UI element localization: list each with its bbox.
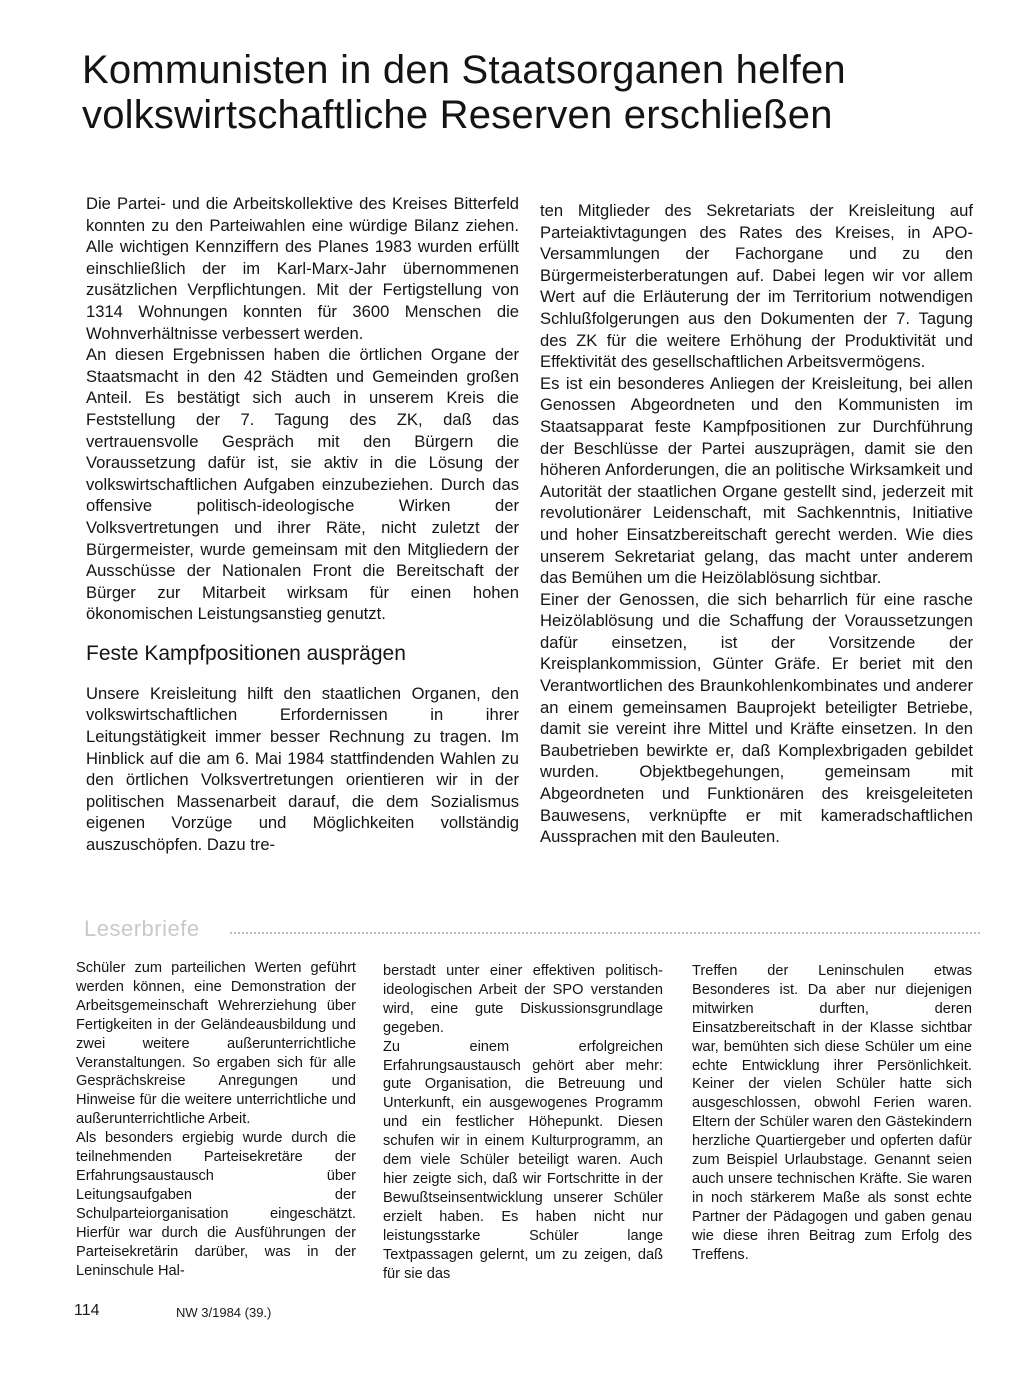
- paragraph: Als besonders ergiebig wurde durch die teilnehmenden Parteisekretäre der Erfahrungsaustausch über Leitungsaufgaben der Schulparteiorganisation eingeschätzt. Hierfür war durch die Ausführungen der Parteisekretärin darüber, was in der Leninschule Hal-: [76, 1130, 356, 1279]
- page-number: 114: [74, 1302, 100, 1319]
- section-subheading: Feste Kampfpositionen ausprägen: [86, 641, 406, 665]
- rubric-divider: [230, 932, 980, 934]
- letters-column-2: [383, 962, 663, 1283]
- paragraph: Die Partei- und die Arbeitskollektive des Kreises Bitterfeld konnten zu den Parteiwahlen eine würdige Bilanz ziehen. Alle wichtigen Kennziffern des Planes 1983 wurden erfüllt einschließlich der im Karl-Marx-Jahr übernommenen zusätzlichen Verpflichtungen. Mit der Fertigstellung von 1314 Wohnungen konnten für 3600 Menschen die Wohnverhältnisse verbessert werden.: [86, 194, 519, 343]
- rubric-label: Leserbriefe: [84, 916, 200, 941]
- title-line-2: volkswirtschaftliche Reserven erschließen: [82, 93, 833, 137]
- paragraph: Treffen der Leninschulen etwas Besonderes ist. Da aber nur diejenigen mitwirken durften, deren Einsatzbereitschaft in der Klasse sichtbar war, bemühten sich diese Schüler um eine echte Entwicklung ihrer Persönlichkeit. Keiner der vielen Schüler hatte sich ausgeschlossen, obwohl Ferien waren. Eltern der Schüler waren den Gästekindern herzliche Quartiergeber und opferten dafür zum Beispiel Urlaubstage. Genannt seien auch unsere technischen Kräfte. Sie waren in noch stärkerem Maße als sonst echte Partner der Pädagogen und gaben genau wie diese ihren Beitrag zum Erfolg des Treffens.: [692, 963, 972, 1263]
- article-column-1: [86, 193, 519, 856]
- paragraph: Schüler zum parteilichen Werten geführt werden können, eine Demonstration der Arbeitsgemeinschaft Wehrerziehung über Fertigkeiten in der Geländeausbildung und zwei weitere außerunterrichtliche Veranstaltungen. So ergaben sich für alle Gesprächskreise Anregungen und Hinweise für die weitere unterrichtliche und außerunterrichtliche Arbeit.: [76, 960, 356, 1128]
- paragraph: Unsere Kreisleitung hilft den staatlichen Organen, den volkswirtschaftlichen Erfordernissen in ihrer Leitungstätigkeit immer besser Rechnung zu tragen. Im Hinblick auf die am 6. Mai 1984 stattfindenden Wahlen zu den örtlichen Volksvertretungen orientieren wir in der politischen Massenarbeit darauf, die dem Sozialismus eigenen Vorzüge und Möglichkeiten vollständig auszuschöpfen. Dazu tre-: [86, 683, 519, 855]
- paragraph: Zu einem erfolgreichen Erfahrungsaustausch gehört aber mehr: gute Organisation, die Betreuung und Unterkunft, ein ausgewogenes Programm und ein festlicher Höhepunkt. Diesen schufen wir in einem Kulturprogramm, an dem viele Schüler beteiligt waren. Auch hier zeigte sich, daß wir Fortschritte in der Bewußtseinsentwicklung unserer Schüler erzielt haben. Es haben nicht nur leistungsstarke Schüler lange Textpassagen gelernt, um zu zeigen, daß für sie das: [383, 1038, 663, 1282]
- paragraph: Einer der Genossen, die sich beharrlich für eine rasche Heizölablösung und die Schaffung der Voraussetzungen dafür einsetzen, ist der Vorsitzende der Kreisplankommission, Günter Gräfe. Er beriet mit den Verantwortlichen des Braunkohlenkombinates und anderer an einem gemeinsamen Bauprojekt beteiligter Betriebe, damit sie vereint ihre Mittel und Kräfte einsetzen. In den Baubetrieben bewirkte er, daß Komplexbrigaden gebildet wurden. Objektbegehungen, gemeinsam mit Abgeordneten und Funktionären des kreisgeleiteten Bauwesens, verknüpfte er mit kameradschaftlichen Aussprachen mit den Bauleuten.: [540, 589, 973, 847]
- paragraph: ten Mitglieder des Sekretariats der Kreisleitung auf Parteiaktivtagungen des Rates des Kreises, in APO-Versammlungen der Fachorgane und zu den Bürgermeisterberatungen auf. Dabei legen wir vor allem Wert auf die Erläuterung der im Territorium notwendigen Schlußfolgerungen aus den Dokumenten der 7. Tagung des ZK für die weitere Erhöhung der Produktivität und Effektivität des gesellschaftlichen Arbeitsvermögens.: [540, 201, 973, 372]
- section-rubric: [80, 912, 980, 942]
- letters-column-1: [76, 959, 356, 1280]
- letters-column-3: [692, 962, 972, 1265]
- article-column-2: [540, 200, 973, 848]
- paragraph: An diesen Ergebnissen haben die örtlichen Organe der Staatsmacht in den 42 Städten und Gemeinden großen Anteil. Es bestätigt sich auch in unserem Kreis die Feststellung der 7. Tagung des ZK, daß das vertrauensvolle Gespräch mit den Bürgern die Voraussetzung dafür ist, sie aktiv in die Lösung der volkswirtschaftlichen Aufgaben einzubeziehen. Durch das offensive politisch-ideologische Wirken der Volksvertretungen und ihrer Räte, nicht zuletzt der Bürgermeister, wurde gemeinsam mit den Mitgliedern der Ausschüsse der Nationalen Front die Bereitschaft der Bürger zur Mitarbeit wirksam für einen hohen ökonomischen Leistungsanstieg genutzt.: [86, 345, 519, 624]
- title-line-1: Kommunisten in den Staatsorganen helfen: [82, 48, 846, 92]
- issue-label: NW 3/1984 (39.): [176, 1305, 272, 1320]
- paragraph: berstadt unter einer effektiven politisch-ideologischen Arbeit der SPO verstanden wird, eine gute Diskussionsgrundlage gegeben.: [383, 963, 663, 1036]
- article-title: [82, 48, 982, 138]
- paragraph: Es ist ein besonderes Anliegen der Kreisleitung, bei allen Genossen Abgeordneten und den Kommunisten im Staatsapparat feste Kampfpositionen zur Durchführung der Beschlüsse der Partei auszuprägen, damit sie den höheren Anforderungen, die an politische Wirksamkeit und Autorität der staatlichen Organe gestellt sind, jederzeit mit revolutionärer Leidenschaft, mit Sachkenntnis, Initiative und hoher Einsatzbereitschaft gerecht werden. Wie dies unserem Sekretariat gelang, das macht unter anderem das Bemühen um die Heizölablösung sichtbar.: [540, 373, 973, 588]
